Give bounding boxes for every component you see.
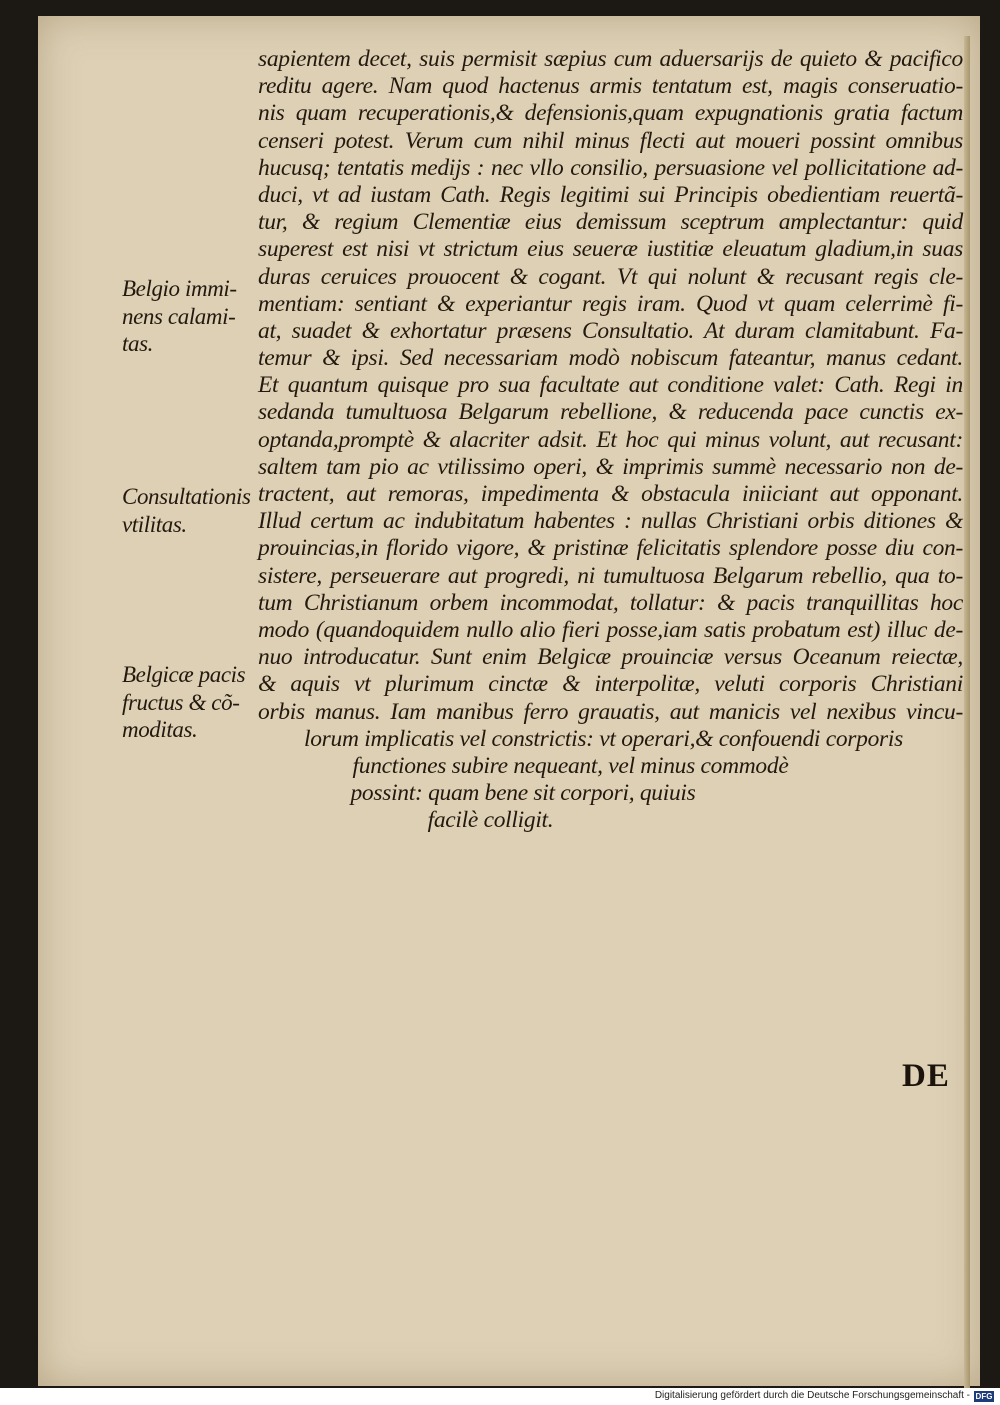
text-line: nuo introducatur. Sunt enim Belgicæ prouinciæ versus Oceanum reiectæ, (258, 644, 963, 671)
text-line: superest est nisi vt strictum eius seueræ iustitiæ eleuatum gladium,in suas (258, 236, 963, 263)
text-line: facilè colligit. (427, 807, 554, 834)
marginal-note-line: nens calami- (122, 303, 236, 329)
text-line: nis quam recuperationis,& defensionis,quam expugnationis gratia factum (258, 100, 963, 127)
dfg-logo-icon: DFG (975, 1392, 993, 1401)
marginal-note-line: Consultationis (122, 484, 251, 509)
marginal-note-line: tas. (122, 331, 153, 356)
text-line: saltem tam pio ac vtilissimo operi, & imprimis summè necessario non de- (258, 453, 963, 480)
text-line: reditu agere. Nam quod hactenus armis tentatum est, magis conseruatio- (258, 73, 963, 100)
text-line: & aquis vt plurimum cinctæ & interpolitæ, veluti corporis Christiani (258, 671, 963, 698)
text-line: functiones subire nequeant, vel minus commodè (352, 752, 789, 779)
text-line: sedanda tumultuosa Belgarum rebellione, & reducenda pace cunctis ex- (258, 399, 963, 426)
text-line: tractent, aut remoras, impedimenta & obstacula iniiciant aut opponant. (258, 481, 963, 507)
text-line: optanda,promptè & alacriter adsit. Et hoc qui minus volunt, aut recusant: (258, 426, 963, 453)
text-line: orbis manus. Iam manibus ferro grauatis, aut manicis vel nexibus vincu- (258, 698, 963, 725)
catchword: DE (902, 1058, 950, 1094)
page-edge (964, 36, 970, 1396)
text-line: mentiam: sentiant & experiantur regis iram. Quod vt quam celerrimè fi- (258, 290, 963, 317)
text-line: censeri potest. Verum cum nihil minus flecti aut moueri possint omnibus (258, 127, 963, 154)
text-line: temur & ipsi. Sed necessariam modò nobiscum fateantur, manus cedant. (258, 345, 963, 372)
marginal-note-line: Belgio immi- (122, 276, 237, 301)
marginal-note-calamity (122, 275, 262, 358)
text-line: Et quantum quisque pro sua facultate aut conditione valet: Cath. Regi in (258, 372, 963, 399)
text-line: sapientem decet, suis permisit sæpius cum aduersarijs de quieto & pacifico (258, 46, 963, 72)
marginal-note-line: fructus & cõ- (122, 689, 240, 715)
marginal-note-peace (122, 661, 262, 744)
text-line: lorum implicatis vel constrictis: vt operari,& confouendi corporis (304, 725, 903, 752)
marginal-note-utility (122, 483, 262, 538)
text-line: modo (quandoquidem nullo alio fieri posse,iam satis probatum est) illuc de- (258, 616, 963, 643)
text-line: hucusq; tentatis medijs : nec vllo consilio, persuasione vel pollicitatione ad- (258, 154, 963, 181)
text-line: at, suadet & exhortatur præsens Consultatio. At duram clamitabunt. Fa- (258, 317, 963, 344)
text-line: tur, & regium Clementiæ eius demissum sceptrum amplectantur: quid (258, 209, 963, 236)
marginal-note-line: vtilitas. (122, 511, 187, 537)
text-line: prouincias,in florido vigore, & pristinæ felicitatis splendore posse diu con- (258, 535, 963, 562)
funding-credit: Digitalisierung gefördert durch die Deutsche Forschungsgemeinschaft - (654, 1390, 970, 1401)
marginal-note-line: moditas. (122, 717, 198, 742)
text-line: sistere, perseuerare aut progredi, ni tumultuosa Belgarum rebellio, qua to- (258, 562, 963, 589)
digitization-footer (0, 1388, 1000, 1405)
text-line: possint: quam bene sit corpori, quiuis (350, 780, 696, 807)
marginal-note-line: Belgicæ pacis (122, 662, 246, 687)
text-line: tum Christianum orbem incommodat, tollatur: & pacis tranquillitas hoc (258, 589, 963, 616)
main-text-block (258, 46, 963, 834)
text-line: Illud certum ac indubitatum habentes : nullas Christiani orbis ditiones & (258, 508, 963, 535)
text-line: duras ceruices prouocent & cogant. Vt qui nolunt & recusant regis cle- (258, 263, 963, 290)
text-line: duci, vt ad iustam Cath. Regis legitimi sui Principis obedientiam reuertã- (258, 181, 963, 208)
